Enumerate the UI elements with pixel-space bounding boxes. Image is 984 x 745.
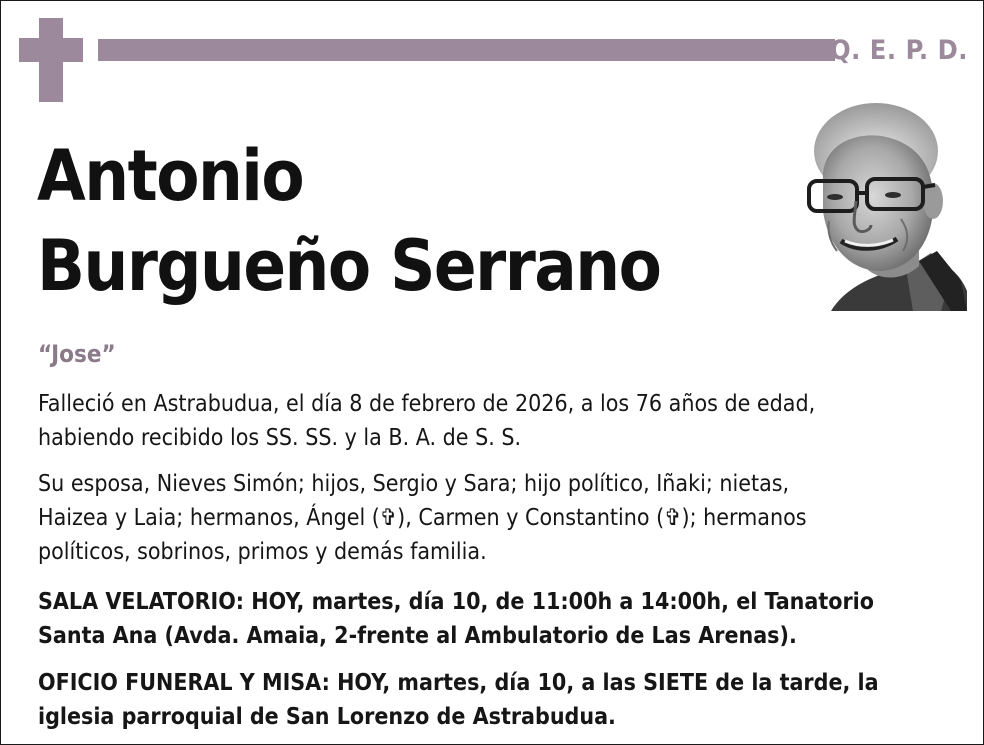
wake-line: SALA VELATORIO: HOY, martes, día 10, de 11:00h a 14:00h, el Tanatorio — [38, 589, 874, 615]
funeral-line: iglesia parroquial de San Lorenzo de Astrabudua. — [38, 704, 616, 730]
family-list — [38, 467, 963, 569]
name-second-line: Burgueño Serrano — [37, 225, 661, 307]
qepd-label: Q. E. P. D. — [829, 35, 968, 66]
wake-line: Santa Ana (Avda. Amaia, 2-frente al Ambulatorio de Las Arenas). — [38, 623, 797, 649]
deceased-name — [37, 131, 660, 311]
death-line: habiendo recibido los SS. SS. y la B. A. de S. S. — [38, 425, 522, 451]
cross-icon-horizontal — [19, 38, 83, 62]
portrait-photo — [801, 101, 967, 311]
funeral-details — [38, 666, 963, 734]
header-rule — [98, 39, 835, 61]
funeral-line: OFICIO FUNERAL Y MISA: HOY, martes, día 10, a las SIETE de la tarde, la — [38, 670, 879, 696]
deceased-alias: “Jose” — [38, 340, 116, 368]
death-line: Falleció en Astrabudua, el día 8 de febrero de 2026, a los 76 años de edad, — [38, 391, 816, 417]
name-first-line: Antonio — [37, 135, 304, 217]
family-line: políticos, sobrinos, primos y demás familia. — [38, 539, 487, 565]
family-line: Su esposa, Nieves Simón; hijos, Sergio y Sara; hijo político, Iñaki; nietas, — [38, 471, 790, 497]
death-announcement — [38, 387, 963, 455]
wake-details — [38, 585, 963, 653]
family-line: Haizea y Laia; hermanos, Ángel (✞), Carmen y Constantino (✞); hermanos — [38, 505, 807, 531]
